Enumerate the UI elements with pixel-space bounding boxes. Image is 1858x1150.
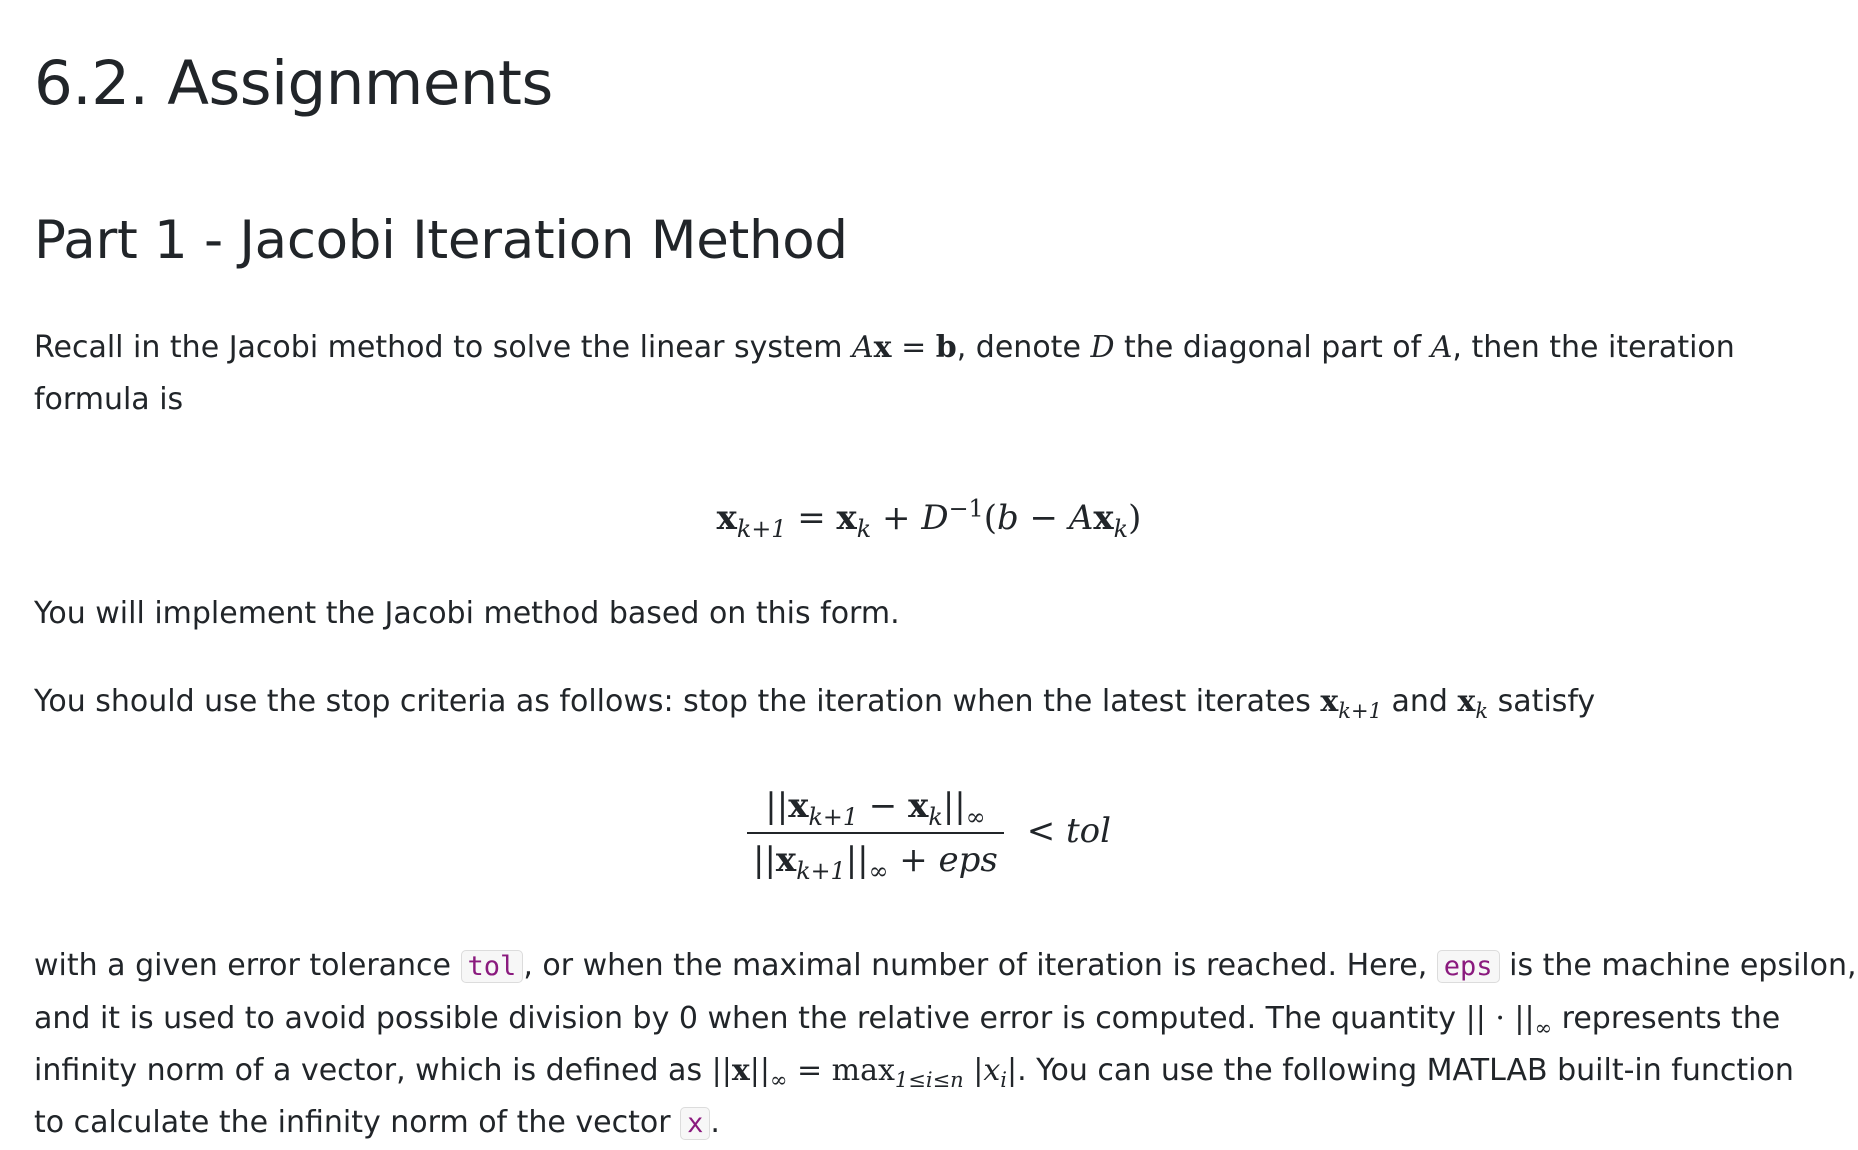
tolerance-paragraph <box>34 940 1857 1150</box>
tolerance-line-3: infinity norm of a vector, which is defined as $||x||_\infty = \max_{1\le i\le n} |x_i|$. You can use the following MATLAB built-in function <box>34 1053 1794 1092</box>
intro-line-1: Recall in the Jacobi method to solve the linear system Ax = b, denote D the diagonal part of A, then the iteration <box>34 330 1735 365</box>
stop-criterion-formula: $\frac{||x_{k+1} - x_k||_\infty}{||x_{k+1}||_\infty + eps}$ < tol <box>0 786 1858 880</box>
relative-error-fraction <box>747 786 1004 885</box>
stop-criteria-paragraph: You should use the stop criteria as follows: stop the iteration when the latest iterates $x_{k+1}$ and $x_k$ satisfy <box>34 684 1596 723</box>
code-tol: tol <box>461 950 524 983</box>
page-title: 6.2. Assignments <box>34 48 553 119</box>
jacobi-iteration-formula: $x_{k+1} = x_k + D^{-1}(b - Ax_k)$ <box>716 494 1142 543</box>
tolerance-line-2: and it is used to avoid possible division by 0 when the relative error is computed. The quantity || · $||_\infty$ represents the <box>34 1001 1781 1040</box>
tolerance-line-1: with a given error tolerance tol , or when the maximal number of iteration is reached. Here, eps is the machine epsilon, <box>34 948 1857 983</box>
tolerance-line-4: to calculate the infinity norm of the vector x . <box>34 1105 720 1140</box>
intro-paragraph <box>34 322 1834 426</box>
fraction-denominator: $||x_{k+1}||_\infty$ + eps <box>752 840 998 885</box>
intro-line-2: formula is <box>34 382 184 417</box>
fraction-numerator: $||x_{k+1} - x_k||_\infty$ <box>747 786 1004 834</box>
section-title: Part 1 - Jacobi Iteration Method <box>34 210 848 271</box>
code-eps: eps <box>1437 950 1500 983</box>
implementation-note: You will implement the Jacobi method based on this form. <box>34 596 900 631</box>
code-x: x <box>680 1107 710 1140</box>
